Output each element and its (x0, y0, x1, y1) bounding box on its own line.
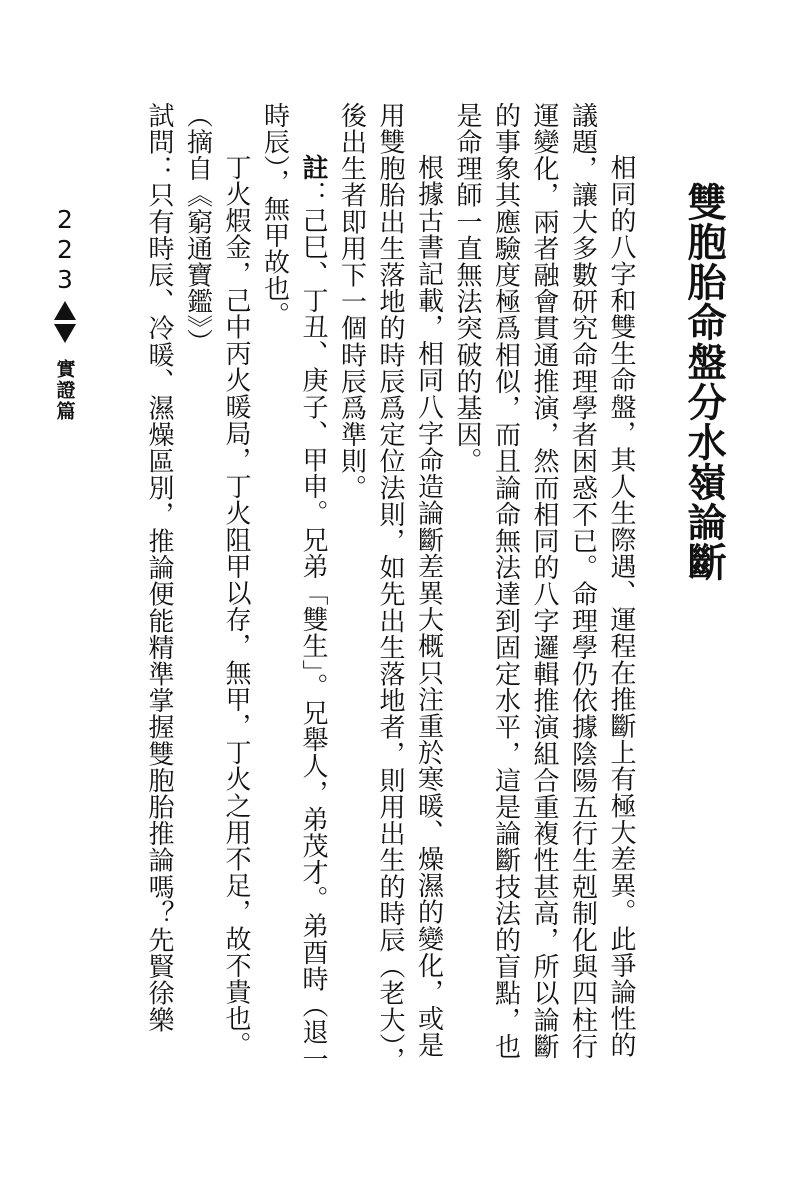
paragraph-ancient-records: 根據古書記載，相同八字命造論斷差異大概只注重於寒暖、燥濕的變化，或是用雙胞胎出生落地的時辰爲定位法則，如先出生落地者，則用出生的時辰（老大），後出生者即用下一個時辰爲準則。 (336, 102, 444, 1074)
up-down-triangle-icon (52, 299, 78, 345)
body-text (140, 102, 640, 1082)
note-label: 註 (298, 154, 328, 181)
paragraph-intro: 相同的八字和雙生命盤，其人生際遇、運程在推斷上有極大差異。此爭論性的議題，讓大多數研究命理學者困惑不已。命理學仍依據陰陽五行生剋制化與四柱行運變化，兩者融會貫通推演，然而相同的八字邏輯推演組合重複性甚高，所以論斷的事象其應驗度極爲相似，而且論命無法達到固定水平，這是論斷技法的盲點，也是命理師一直無法突破的基因。 (452, 102, 636, 1060)
section-label: 實證篇 (53, 359, 76, 422)
note-text: ：己巳、丁丑、庚子、甲申。兄弟「雙生」。兄舉人，弟茂才。弟酉時（退一時辰），無甲故也。 (259, 102, 328, 1073)
paragraph-quote: 丁火煆金，己中丙火暖局，丁火阻甲以存，無甲，丁火之用不足，故不貴也。（摘自《窮通寶鑑》） (182, 102, 251, 1059)
paragraph-note (255, 102, 332, 1082)
page-number: 223 (50, 205, 80, 295)
page-footer (40, 205, 90, 422)
paragraph-question: 試問：只有時辰、冷暖、濕燥區別，推論便能精準掌握雙胞胎推論嗎？先賢徐樂 (144, 102, 174, 1033)
chapter-title: 雙胞胎命盤分水嶺論斷 (681, 182, 727, 582)
